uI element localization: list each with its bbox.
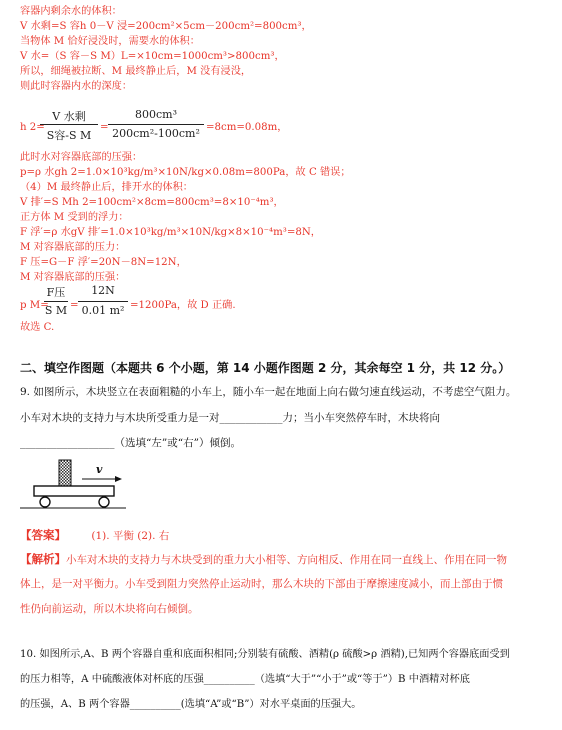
analysis-line: 体上，是一对平衡力。小车受到阻力突然停止运动时，那么木块的下部由于摩擦速度减小，而上部由于惯 — [20, 578, 503, 590]
cart-body — [34, 486, 114, 496]
analysis-line: 【解析】小车对木块的支持力与木块受到的重力大小相等、方向相反、作用在同一直线上、作用在同一物 — [20, 552, 507, 566]
question-line: 的压力相等，A 中硫酸液体对杯底的压强__________（选填“大于”“小于”或“等于”）B 中酒精对杯底 — [20, 674, 470, 685]
formula-equals: = — [100, 122, 109, 133]
question-line: 的压强，A、B 两个容器__________(选填“A”或“B”）对水平桌面的压强大。 — [20, 699, 362, 710]
formula-suffix: =1200Pa，故 D 正确. — [130, 300, 236, 311]
solution-line: 当物体 M 恰好浸没时，需要水的体积： — [20, 36, 200, 47]
formula-numerator: F压 — [46, 286, 66, 299]
question-line: 小车对木块的支持力与木块所受重力是一对____________力；当小车突然停车时，木块将向 — [20, 412, 440, 424]
cart-wheel — [99, 497, 109, 507]
conclusion: 故选 C. — [20, 322, 55, 333]
solution-line: 此时水对容器底部的压强： — [20, 152, 143, 163]
question-line: __________________（选填“左”或“右”）倾倒。 — [20, 437, 241, 449]
formula-denominator: 200cm²-100cm² — [112, 127, 200, 140]
section-title: 二、填空作图题（本题共 6 个小题，第 14 小题作图题 2 分，其余每空 1 分，共 12 分。） — [20, 361, 511, 375]
formula-prefix: h 2= — [20, 122, 45, 133]
wood-block — [59, 460, 71, 486]
solution-line: 容器内剩余水的体积： — [20, 6, 122, 17]
question-line: 9. 如图所示，木块竖立在表面粗糙的小车上，随小车一起在地面上向右做匀速直线运动，不考虑空气阻力。 — [20, 386, 517, 398]
solution-line: V 水剩=S 容h 0－V 浸=200cm²×5cm－200cm²=800cm³， — [20, 21, 312, 32]
arrowhead-icon — [115, 476, 122, 482]
solution-line: （4）M 最终静止后，排开水的体积： — [20, 182, 193, 193]
answer-line — [20, 527, 169, 543]
analysis-tag: 【解析】 — [20, 552, 66, 566]
solution-line: p=ρ 水gh 2=1.0×10³kg/m³×10N/kg×0.08m=800Pa，故 C 错误； — [20, 167, 351, 178]
solution-line: 则此时容器内水的深度： — [20, 81, 133, 92]
formula-numerator: 800cm³ — [135, 108, 177, 121]
question-line: 10. 如图所示,A、B 两个容器自重和底面积相同;分别装有硫酸、酒精(ρ 硫酸>ρ 酒精),已知两个容器底面受到 — [20, 649, 510, 660]
formula-denominator: S M — [44, 304, 68, 317]
formula-denominator: S容-S M — [46, 129, 92, 142]
cart-figure — [20, 456, 130, 512]
solution-line: M 对容器底部的压强： — [20, 272, 126, 283]
solution-line: M 对容器底部的压力： — [20, 242, 126, 253]
fraction-bar — [108, 124, 204, 125]
cart-wheel — [40, 497, 50, 507]
solution-line: V 排′=S Mh 2=100cm²×8cm=800cm³=8×10⁻⁴m³， — [20, 197, 284, 208]
solution-line: F 压=G－F 浮′=20N－8N=12N， — [20, 257, 187, 268]
formula-numerator: V 水剩 — [52, 110, 86, 123]
formula-suffix: =8cm=0.08m， — [206, 122, 288, 133]
formula-prefix: p M= — [20, 300, 49, 311]
fraction-bar — [44, 301, 68, 302]
solution-line: 所以，细绳被拉断、M 最终静止后，M 没有浸没， — [20, 66, 252, 77]
fraction-bar — [78, 301, 128, 302]
formula-denominator: 0.01 m² — [81, 304, 125, 317]
analysis-line: 性仍向前运动，所以木块将向右倾倒。 — [20, 603, 199, 615]
solution-line: V 水=（S 容－S M）L=×10cm=1000cm³>800cm³， — [20, 51, 285, 62]
formula-numerator: 12N — [91, 284, 115, 297]
answer-tag: 【答案】 — [20, 528, 66, 542]
formula-equals: = — [70, 300, 79, 311]
velocity-label: v — [96, 463, 103, 476]
answer-text: (1). 平衡 (2). 右 — [91, 530, 170, 542]
fraction-bar — [40, 124, 98, 125]
solution-line: 正方体 M 受到的浮力： — [20, 212, 129, 223]
solution-line: F 浮′=ρ 水gV 排′=1.0×10³kg/m³×10N/kg×8×10⁻⁴m³=8N， — [20, 227, 321, 238]
